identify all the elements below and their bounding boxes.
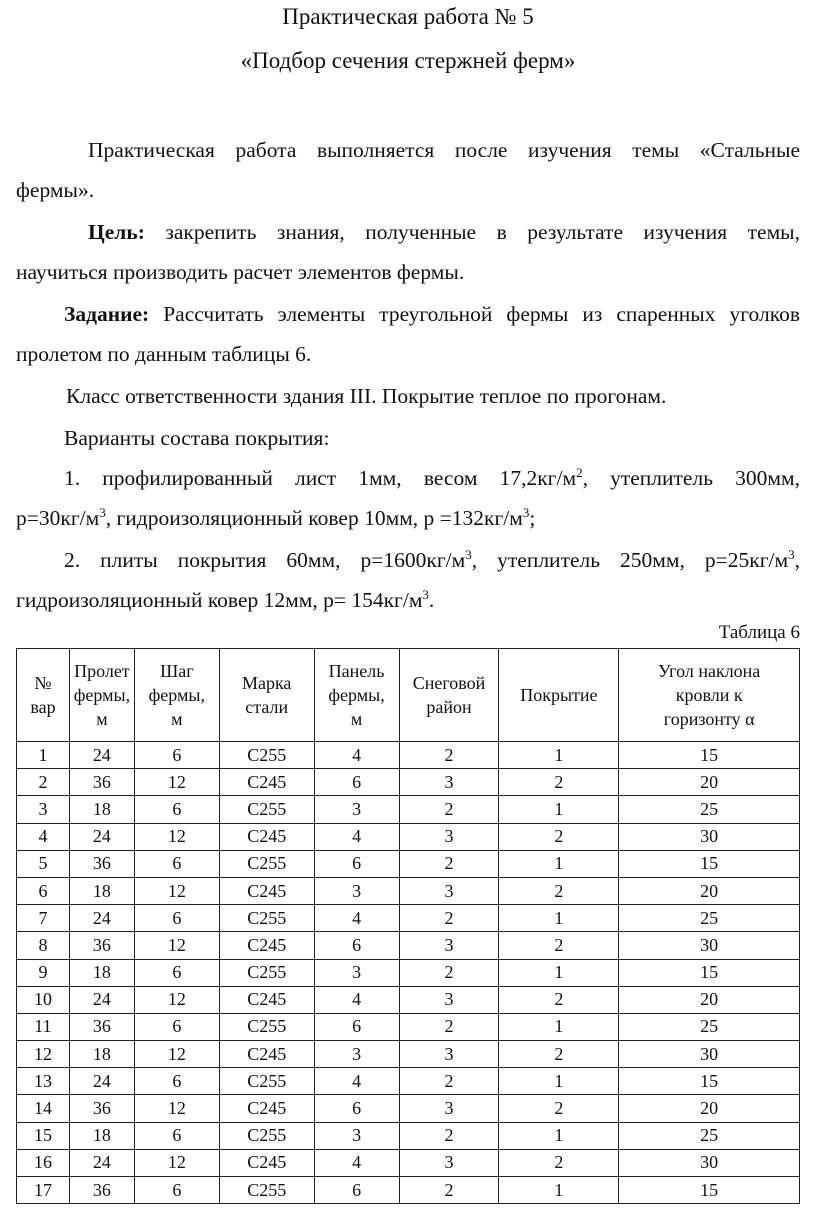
table-cell: 20 (619, 877, 800, 904)
table-cell: 4 (314, 742, 399, 769)
table-row (17, 1095, 800, 1122)
table-cell: С245 (219, 932, 314, 959)
table-cell: 6 (134, 1068, 219, 1095)
table-cell: 2 (399, 1013, 499, 1040)
table-cell: 15 (619, 742, 800, 769)
table-cell: 15 (619, 1068, 800, 1095)
table-cell: 3 (399, 1041, 499, 1068)
table-cell: 6 (314, 932, 399, 959)
table-cell: 3 (314, 877, 399, 904)
table-cell: 6 (314, 850, 399, 877)
table-row (17, 986, 800, 1013)
table-cell: 3 (314, 1122, 399, 1149)
table-cell: 36 (69, 769, 134, 796)
table-cell: 36 (69, 932, 134, 959)
table-row (17, 823, 800, 850)
table-cell: 4 (314, 986, 399, 1013)
table-row (17, 769, 800, 796)
header-cell-line: стали (245, 697, 289, 717)
task-line2: пролетом по данным таблицы 6. (16, 342, 312, 366)
table-cell: 10 (17, 986, 70, 1013)
table-cell: 6 (314, 1177, 399, 1204)
table-cell: 12 (134, 823, 219, 850)
table-cell: 17 (17, 1177, 70, 1204)
table-header-cell (399, 649, 499, 742)
table-cell: С245 (219, 769, 314, 796)
table-cell: 3 (17, 796, 70, 823)
table-cell: 1 (499, 742, 619, 769)
table-cell: С255 (219, 796, 314, 823)
table-cell: С245 (219, 986, 314, 1013)
table-cell: 24 (69, 905, 134, 932)
table-row (17, 1122, 800, 1149)
table-cell: 25 (619, 905, 800, 932)
header-cell-line: кровли к (675, 685, 743, 705)
table-cell: 24 (69, 823, 134, 850)
goal-line2: научиться производить расчет элементов фермы. (16, 260, 465, 284)
variant2-line2: гидроизоляционный ковер 12мм, $р= 154кг/м^3$. (16, 586, 435, 612)
table-cell: 18 (69, 796, 134, 823)
page-title: Практическая работа № 5 (282, 4, 534, 29)
table-cell: 2 (399, 905, 499, 932)
variants-heading: Варианты состава покрытия: (64, 426, 330, 450)
table-row (17, 1068, 800, 1095)
table-cell: 2 (499, 769, 619, 796)
table-row (17, 796, 800, 823)
table-cell: 3 (314, 959, 399, 986)
table-cell: 36 (69, 1177, 134, 1204)
header-cell-line: м (96, 709, 108, 729)
header-cell-line: Покрытие (520, 685, 598, 705)
table-cell: 1 (499, 1013, 619, 1040)
table-header-cell (619, 649, 800, 742)
header-cell-line: фермы, (148, 685, 206, 705)
table-cell: 2 (399, 742, 499, 769)
header-cell-line: Панель (328, 661, 385, 681)
table-cell: 20 (619, 1095, 800, 1122)
table-cell: 1 (499, 1122, 619, 1149)
table-cell: 4 (314, 905, 399, 932)
header-cell-line: м (350, 709, 363, 729)
table-cell: 2 (499, 1149, 619, 1176)
table-cell: 2 (499, 1041, 619, 1068)
variant1-line1: 1. профилированный лист 1мм, весом $17,2кг/м^2$, утеплитель 300мм, (64, 464, 800, 490)
table-cell: 12 (134, 769, 219, 796)
header-cell-line: № (34, 673, 52, 693)
table-cell: 14 (17, 1095, 70, 1122)
table-cell: 12 (134, 932, 219, 959)
table-cell: 15 (619, 850, 800, 877)
table-cell: 6 (314, 1013, 399, 1040)
table-cell: 6 (134, 742, 219, 769)
table-cell: 2 (399, 796, 499, 823)
table-cell: 13 (17, 1068, 70, 1095)
table-cell: 2 (17, 769, 70, 796)
table-cell: 3 (399, 932, 499, 959)
table-row (17, 1149, 800, 1176)
table-cell: 4 (314, 823, 399, 850)
header-cell-line: Пролет (74, 661, 130, 681)
table-cell: 30 (619, 823, 800, 850)
header-cell-line: м (171, 709, 183, 729)
table-cell: 25 (619, 1013, 800, 1040)
table-cell: 30 (619, 932, 800, 959)
table-cell: С255 (219, 1122, 314, 1149)
table-header-cell (17, 649, 70, 742)
table-cell: 20 (619, 986, 800, 1013)
table-cell: С245 (219, 1095, 314, 1122)
table-cell: 18 (69, 877, 134, 904)
table-cell: 1 (499, 959, 619, 986)
table-header-cell (219, 649, 314, 742)
table-cell: С255 (219, 959, 314, 986)
table-row (17, 850, 800, 877)
goal-label: Цель: (88, 220, 145, 244)
table-cell: 8 (17, 932, 70, 959)
table-cell: 20 (619, 769, 800, 796)
table-cell: 6 (134, 905, 219, 932)
goal-text: закрепить знания, полученные в результате изучения темы, (144, 220, 800, 244)
task-text: Рассчитать элементы треугольной фермы из спаренных уголков (149, 302, 800, 326)
table-cell: 24 (69, 986, 134, 1013)
table-row (17, 1041, 800, 1068)
table-cell: 4 (17, 823, 70, 850)
table-cell: 24 (69, 742, 134, 769)
table-cell: С255 (219, 1013, 314, 1040)
table-row (17, 742, 800, 769)
table-cell: 6 (314, 1095, 399, 1122)
table-cell: 2 (399, 1068, 499, 1095)
table-cell: 30 (619, 1149, 800, 1176)
header-cell-line: Снеговой (412, 673, 486, 693)
table-cell: 15 (619, 1177, 800, 1204)
table-cell: 36 (69, 850, 134, 877)
table-cell: 6 (17, 877, 70, 904)
table-header-cell (69, 649, 134, 742)
table-cell: 1 (499, 905, 619, 932)
header-cell-line: район (426, 697, 472, 717)
table-cell: С255 (219, 905, 314, 932)
table-cell: С255 (219, 1068, 314, 1095)
table-cell: 7 (17, 905, 70, 932)
table-cell: 3 (399, 823, 499, 850)
table-cell: 6 (134, 1013, 219, 1040)
table-cell: 12 (134, 986, 219, 1013)
table-cell: 1 (499, 1177, 619, 1204)
table-cell: 2 (499, 877, 619, 904)
table-header-row (17, 649, 800, 742)
table-cell: 12 (134, 1041, 219, 1068)
table-cell: 15 (17, 1122, 70, 1149)
table-cell: 25 (619, 1122, 800, 1149)
table-row (17, 905, 800, 932)
table-cell: 12 (134, 877, 219, 904)
task-label: Задание: (64, 302, 150, 326)
table-cell: 6 (134, 1177, 219, 1204)
goal-line1 (16, 212, 800, 252)
table-cell: 12 (134, 1149, 219, 1176)
table-cell: 12 (17, 1041, 70, 1068)
table-cell: 3 (399, 877, 499, 904)
table-cell: С255 (219, 742, 314, 769)
table-row (17, 1013, 800, 1040)
table-cell: С245 (219, 1041, 314, 1068)
table-cell: С255 (219, 1177, 314, 1204)
table-caption: Таблица 6 (718, 622, 800, 643)
table-header-cell (499, 649, 619, 742)
table-cell: 3 (399, 1095, 499, 1122)
table-cell: 15 (619, 959, 800, 986)
table-cell: 6 (134, 959, 219, 986)
table-row (17, 932, 800, 959)
table-cell: 1 (17, 742, 70, 769)
table-cell: 36 (69, 1095, 134, 1122)
table-header-cell (134, 649, 219, 742)
variant2-line1: 2. плиты покрытия 60мм, $р=1600кг/м^3$, утеплитель 250мм, $р=25кг/м^3$, (64, 546, 800, 572)
variant1-line2: $р=30кг/м^3$, гидроизоляционный ковер 10мм, $р =132кг/м^3$; (16, 504, 536, 530)
table-row (17, 877, 800, 904)
table-cell: 2 (499, 986, 619, 1013)
table-row (17, 1177, 800, 1204)
table-cell: 36 (69, 1013, 134, 1040)
variants-table (16, 648, 800, 1204)
table-cell: 2 (399, 1177, 499, 1204)
header-cell-line: вар (30, 697, 56, 717)
table-cell: С245 (219, 1149, 314, 1176)
table-cell: 4 (314, 1149, 399, 1176)
intro-paragraph-line2: фермы». (16, 178, 95, 202)
table-cell: 3 (314, 796, 399, 823)
header-cell-line: Шаг (160, 661, 194, 681)
table-cell: 6 (134, 1122, 219, 1149)
header-cell-line: фермы, (73, 685, 131, 705)
table-cell: 3 (314, 1041, 399, 1068)
class-line: Класс ответственности здания III. Покрытие теплое по прогонам. (66, 384, 667, 408)
table-cell: 16 (17, 1149, 70, 1176)
table-cell: 2 (499, 1095, 619, 1122)
header-cell-line: фермы, (328, 685, 385, 705)
table-cell: 2 (399, 1122, 499, 1149)
header-cell-line: Угол наклона (657, 661, 761, 681)
table-cell: С245 (219, 823, 314, 850)
table-cell: С255 (219, 850, 314, 877)
table-cell: 1 (499, 1068, 619, 1095)
table-cell: 5 (17, 850, 70, 877)
table-cell: 3 (399, 1149, 499, 1176)
table-cell: С245 (219, 877, 314, 904)
intro-paragraph-line1: Практическая работа выполняется после изучения темы «Стальные (88, 138, 800, 162)
table-cell: 3 (399, 769, 499, 796)
table-cell: 2 (399, 959, 499, 986)
table-cell: 24 (69, 1149, 134, 1176)
table-cell: 9 (17, 959, 70, 986)
table-cell: 18 (69, 1041, 134, 1068)
table-body (17, 742, 800, 1204)
table-cell: 6 (134, 850, 219, 877)
table-cell: 6 (314, 769, 399, 796)
table-cell: 4 (314, 1068, 399, 1095)
task-line1 (16, 294, 800, 334)
table-header-cell (314, 649, 399, 742)
table-cell: 2 (499, 932, 619, 959)
page-subtitle: «Подбор сечения стержней ферм» (240, 48, 576, 73)
table-cell: 18 (69, 959, 134, 986)
table-cell: 2 (499, 823, 619, 850)
table-cell: 30 (619, 1041, 800, 1068)
table-row (17, 959, 800, 986)
table-cell: 25 (619, 796, 800, 823)
header-cell-line: горизонту α (663, 709, 755, 729)
table-cell: 1 (499, 850, 619, 877)
table-cell: 6 (134, 796, 219, 823)
table-cell: 11 (17, 1013, 70, 1040)
table-cell: 12 (134, 1095, 219, 1122)
table-cell: 24 (69, 1068, 134, 1095)
header-cell-line: Марка (241, 673, 292, 693)
table-cell: 3 (399, 986, 499, 1013)
table-cell: 1 (499, 796, 619, 823)
table-cell: 2 (399, 850, 499, 877)
table-cell: 18 (69, 1122, 134, 1149)
